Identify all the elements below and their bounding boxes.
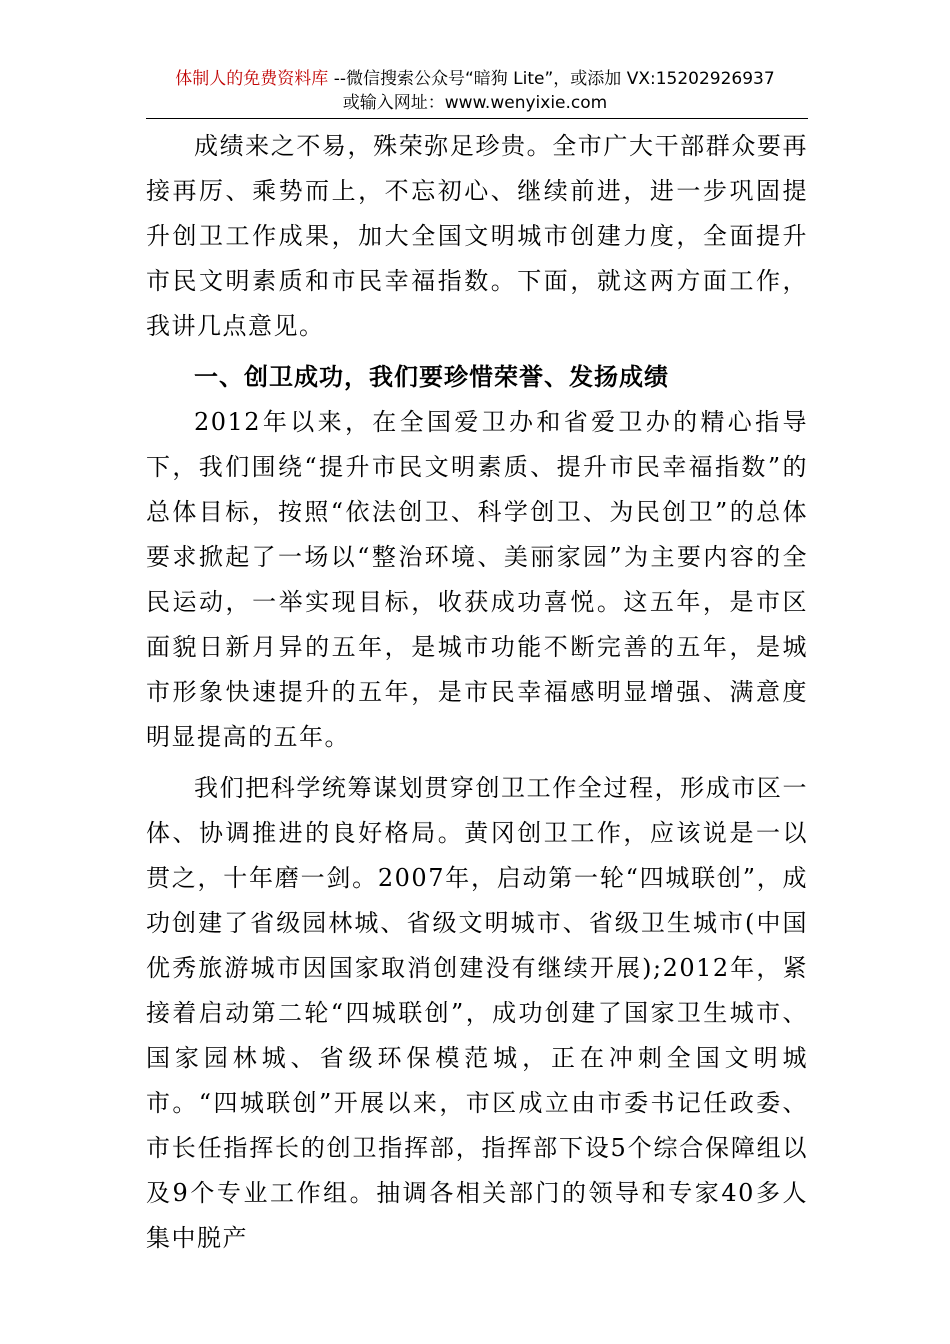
header-contact: --微信搜索公众号“暗狗 Lite”，或添加 VX:15202926937	[328, 69, 775, 89]
header-divider	[146, 118, 808, 119]
document-header	[0, 68, 950, 90]
paragraph-2: 2012年以来，在全国爱卫办和省爱卫办的精心指导下，我们围绕“提升市民文明素质、提升市民幸福指数”的总体目标，按照“依法创卫、科学创卫、为民创卫”的总体要求掀起了一场以“整治环境、美丽家园”为主要内容的全民运动，一举实现目标，收获成功喜悦。这五年，是市区面貌日新月异的五年，是城市功能不断完善的五年，是城市形象快速提升的五年，是市民幸福感明显增强、满意度明显提高的五年。	[146, 408, 808, 751]
paragraph-3: 我们把科学统筹谋划贯穿创卫工作全过程，形成市区一体、协调推进的良好格局。黄冈创卫工作，应该说是一以贯之，十年磨一剑。2007年，启动第一轮“四城联创”，成功创建了省级园林城、省级文明城市、省级卫生城市(中国优秀旅游城市因国家取消创建没有继续开展);2012年，紧接着启动第二轮“四城联创”，成功创建了国家卫生城市、国家园林城、省级环保模范城，正在冲刺全国文明城市。“四城联创”开展以来，市区成立由市委书记任政委、市长任指挥长的创卫指挥部，指挥部下设5个综合保障组以及9个专业工作组。抽调各相关部门的领导和专家40多人集中脱产	[146, 774, 808, 1252]
document-body	[146, 124, 808, 1261]
header-brand: 体制人的免费资料库	[175, 69, 329, 89]
paragraph-1: 成绩来之不易，殊荣弥足珍贵。全市广大干部群众要再接再厉、乘势而上，不忘初心、继续前进，进一步巩固提升创卫工作成果，加大全国文明城市创建力度，全面提升市民文明素质和市民幸福指数。下面，就这两方面工作，我讲几点意见。	[146, 132, 808, 340]
header-url: 或输入网址：www.wenyixie.com	[342, 93, 608, 113]
section-heading-1: 一、创卫成功，我们要珍惜荣誉、发扬成绩	[194, 363, 669, 391]
